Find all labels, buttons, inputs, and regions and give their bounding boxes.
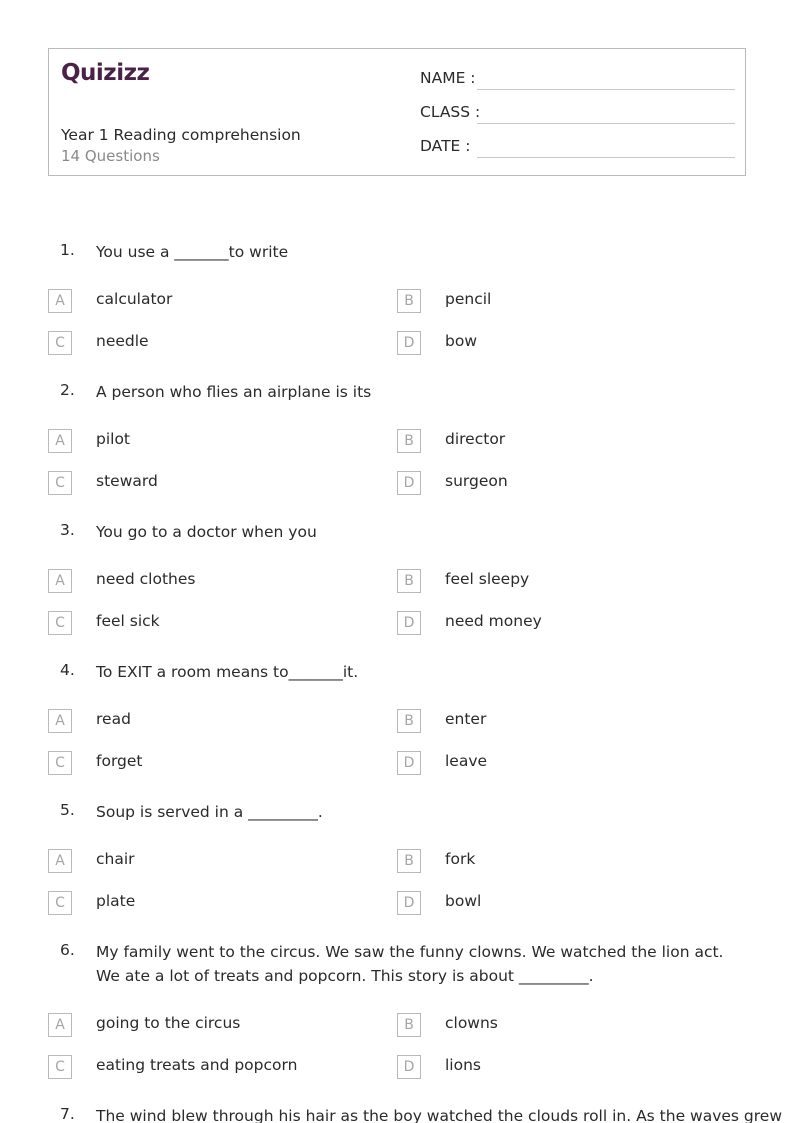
- question-text: A person who flies an airplane is its: [96, 383, 372, 401]
- option-text: clowns: [445, 1014, 498, 1032]
- option-a[interactable]: [48, 849, 368, 873]
- option-letter-box: B: [397, 569, 421, 593]
- question-count: 14 Questions: [61, 147, 160, 165]
- option-letter-box: B: [397, 709, 421, 733]
- option-letter-box: A: [48, 849, 72, 873]
- option-letter-box: B: [397, 849, 421, 873]
- option-text: pencil: [445, 290, 492, 308]
- option-text: need money: [445, 612, 542, 630]
- option-letter-box: D: [397, 891, 421, 915]
- option-d[interactable]: [397, 891, 717, 915]
- option-c[interactable]: [48, 891, 368, 915]
- option-text: bow: [445, 332, 477, 350]
- option-b[interactable]: [397, 1013, 717, 1037]
- option-text: going to the circus: [96, 1014, 241, 1032]
- date-field: [420, 137, 735, 159]
- question-number: 4.: [60, 661, 75, 679]
- option-letter-box: D: [397, 611, 421, 635]
- question-number: 7.: [60, 1105, 75, 1123]
- option-text: calculator: [96, 290, 173, 308]
- option-text: director: [445, 430, 506, 448]
- name-line: [477, 89, 735, 90]
- question-text: My family went to the circus. We saw the funny clowns. We watched the lion act. We ate a lot of treats and popcorn. This story is about _________.: [96, 943, 724, 985]
- option-text: lions: [445, 1056, 481, 1074]
- option-c[interactable]: [48, 1055, 368, 1079]
- option-letter-box: B: [397, 1013, 421, 1037]
- option-letter-box: C: [48, 751, 72, 775]
- option-letter-box: D: [397, 471, 421, 495]
- option-text: pilot: [96, 430, 131, 448]
- option-letter-box: C: [48, 471, 72, 495]
- question-number: 5.: [60, 801, 75, 819]
- option-a[interactable]: [48, 289, 368, 313]
- class-line: [477, 123, 735, 124]
- name-field: [420, 69, 735, 91]
- worksheet-title: Year 1 Reading comprehension: [61, 126, 301, 144]
- option-text: surgeon: [445, 472, 508, 490]
- option-letter-box: D: [397, 1055, 421, 1079]
- option-letter-box: C: [48, 611, 72, 635]
- class-label: CLASS :: [420, 103, 481, 121]
- option-b[interactable]: [397, 569, 717, 593]
- question-text: To EXIT a room means to_______it.: [96, 663, 359, 681]
- option-c[interactable]: [48, 751, 368, 775]
- option-letter-box: C: [48, 1055, 72, 1079]
- option-b[interactable]: [397, 429, 717, 453]
- option-d[interactable]: [397, 1055, 717, 1079]
- option-text: leave: [445, 752, 488, 770]
- option-b[interactable]: [397, 289, 717, 313]
- option-letter-box: A: [48, 289, 72, 313]
- question-number: 6.: [60, 941, 75, 959]
- option-letter-box: D: [397, 751, 421, 775]
- option-d[interactable]: [397, 611, 717, 635]
- option-letter-box: C: [48, 331, 72, 355]
- date-line: [477, 157, 735, 158]
- option-text: feel sleepy: [445, 570, 530, 588]
- option-d[interactable]: [397, 331, 717, 355]
- question-number: 1.: [60, 241, 75, 259]
- option-letter-box: A: [48, 569, 72, 593]
- option-text: chair: [96, 850, 135, 868]
- option-text: forget: [96, 752, 143, 770]
- option-a[interactable]: [48, 429, 368, 453]
- quizizz-logo: Quizizz: [61, 60, 150, 86]
- option-letter-box: C: [48, 891, 72, 915]
- option-a[interactable]: [48, 1013, 368, 1037]
- option-c[interactable]: [48, 611, 368, 635]
- option-letter-box: A: [48, 429, 72, 453]
- option-d[interactable]: [397, 751, 717, 775]
- option-letter-box: A: [48, 709, 72, 733]
- question-text: You use a _______to write: [96, 243, 289, 261]
- option-text: eating treats and popcorn: [96, 1056, 298, 1074]
- class-field: [420, 103, 735, 125]
- option-text: read: [96, 710, 131, 728]
- worksheet-header: [48, 48, 746, 176]
- option-text: bowl: [445, 892, 482, 910]
- option-a[interactable]: [48, 569, 368, 593]
- option-text: plate: [96, 892, 136, 910]
- name-label: NAME :: [420, 69, 476, 87]
- option-letter-box: B: [397, 429, 421, 453]
- option-text: feel sick: [96, 612, 160, 630]
- option-letter-box: A: [48, 1013, 72, 1037]
- question-text: You go to a doctor when you: [96, 523, 317, 541]
- option-text: fork: [445, 850, 476, 868]
- option-letter-box: B: [397, 289, 421, 313]
- option-letter-box: D: [397, 331, 421, 355]
- question-number: 2.: [60, 381, 75, 399]
- date-label: DATE :: [420, 137, 471, 155]
- question-text: Soup is served in a _________.: [96, 803, 323, 821]
- option-text: enter: [445, 710, 487, 728]
- option-text: steward: [96, 472, 158, 490]
- option-text: need clothes: [96, 570, 196, 588]
- question-text: The wind blew through his hair as the boy watched the clouds roll in. As the waves grew: [96, 1107, 783, 1123]
- option-a[interactable]: [48, 709, 368, 733]
- option-d[interactable]: [397, 471, 717, 495]
- option-b[interactable]: [397, 709, 717, 733]
- option-c[interactable]: [48, 471, 368, 495]
- option-c[interactable]: [48, 331, 368, 355]
- option-text: needle: [96, 332, 149, 350]
- option-b[interactable]: [397, 849, 717, 873]
- question-number: 3.: [60, 521, 75, 539]
